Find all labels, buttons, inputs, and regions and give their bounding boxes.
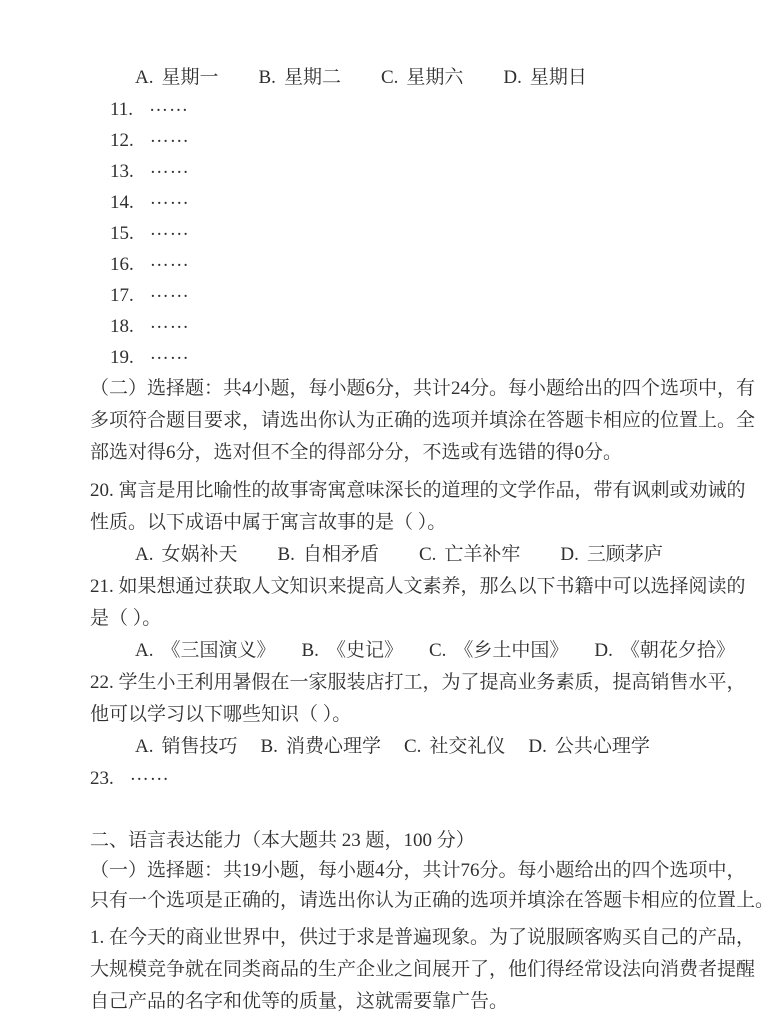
question-15-elided <box>90 218 697 249</box>
question-1-text-line1: 1. 在今天的商业世界中，供过于求是普遍现象。为了说服顾客购买自己的产品， <box>90 927 756 948</box>
option-c-letter: C. <box>380 67 399 88</box>
option-c <box>429 635 568 667</box>
part-two-instruction-line: （一）选择题：共19小题，每小题4分，共计76分。每小题给出的四个选项中， <box>90 860 746 881</box>
option-b <box>278 539 379 571</box>
option-a <box>135 731 238 763</box>
question-16-elided <box>90 249 697 280</box>
ellipsis-dots: …… <box>149 95 190 116</box>
option-b <box>261 731 381 763</box>
question10-options-row <box>90 62 697 94</box>
option-b-letter: B. <box>260 736 278 757</box>
question-number: 13. <box>110 161 134 182</box>
option-b-text: 消费心理学 <box>285 736 381 757</box>
instruction-line: 部选对得6分，选对但不全的得部分分，不选或有选错的得0分。 <box>90 442 623 463</box>
option-d-letter: D. <box>528 736 547 757</box>
question-number: 14. <box>110 192 134 213</box>
option-a-letter: A. <box>135 67 154 88</box>
option-b-letter: B. <box>277 544 295 565</box>
option-d <box>528 731 650 763</box>
option-a <box>135 62 219 94</box>
question-22 <box>90 667 746 763</box>
option-d <box>503 62 587 94</box>
option-c-text: 《乡土中国》 <box>454 640 569 661</box>
option-a-text: 《三国演义》 <box>161 640 276 661</box>
question-19-elided <box>90 342 697 373</box>
question-number: 17. <box>110 285 134 306</box>
option-d <box>560 539 663 571</box>
question-21-options-row <box>90 635 735 667</box>
option-d-letter: D. <box>594 640 613 661</box>
question-22-options-row <box>90 731 697 763</box>
ellipsis-dots: …… <box>149 157 190 178</box>
option-b <box>259 62 341 94</box>
option-b-letter: B. <box>301 640 319 661</box>
ellipsis-dots: …… <box>129 764 170 785</box>
option-a-text: 星期一 <box>161 67 219 88</box>
question-14-elided <box>90 187 697 218</box>
question-number: 23. <box>90 768 114 789</box>
part-two-section <box>90 826 775 916</box>
option-a-letter: A. <box>135 640 154 661</box>
question-21-text-line2: 是（ ）。 <box>90 608 162 629</box>
ellipsis-dots: …… <box>149 250 190 271</box>
question-13-elided <box>90 156 697 187</box>
question-18-elided <box>90 311 697 342</box>
ellipsis-dots: …… <box>149 188 190 209</box>
option-a-letter: A. <box>135 544 154 565</box>
option-c <box>404 731 505 763</box>
option-b-text: 《史记》 <box>326 640 403 661</box>
option-c-text: 社交礼仪 <box>429 736 506 757</box>
question-1-text-line2: 大规模竞争就在同类商品的生产企业之间展开了，他们得经常设法向消费者提醒 <box>90 959 756 980</box>
ellipsis-dots: …… <box>149 219 190 240</box>
question-21-text-line1: 21. 如果想通过获取人文知识来提高人文素养，那么以下书籍中可以选择阅读的 <box>90 576 746 597</box>
part-two-instruction-line: 只有一个选项是正确的，请选出你认为正确的选项并填涂在答题卡相应的位置上。 <box>90 890 775 911</box>
option-b-letter: B. <box>258 67 276 88</box>
option-c-letter: C. <box>428 640 447 661</box>
option-a <box>135 635 276 667</box>
option-d-text: 公共心理学 <box>554 736 650 757</box>
question-22-text-line2: 他可以学习以下哪些知识（ ）。 <box>90 704 352 725</box>
instruction-line: 多项符合题目要求，请选出你认为正确的选项并填涂在答题卡相应的位置上。全 <box>90 410 756 431</box>
option-d-letter: D. <box>503 67 522 88</box>
option-c-text: 亡羊补牢 <box>444 544 521 565</box>
option-c <box>419 539 520 571</box>
ellipsis-dots: …… <box>149 343 190 364</box>
question-22-text-line1: 22. 学生小王利用暑假在一家服装店打工，为了提高业务素质，提高销售水平， <box>90 672 746 693</box>
option-c-letter: C. <box>403 736 422 757</box>
option-d-text: 星期日 <box>529 67 587 88</box>
option-b <box>302 635 403 667</box>
question-20-text-line2: 性质。以下成语中属于寓言故事的是（ ）。 <box>90 512 447 533</box>
question-number: 19. <box>110 347 134 368</box>
question-12-elided <box>90 125 697 156</box>
option-d-text: 三顾茅庐 <box>586 544 663 565</box>
question-20-text-line1: 20. 寓言是用比喻性的故事寄寓意味深长的道理的文学作品，带有讽刺或劝诫的 <box>90 480 746 501</box>
question-1-text-line3: 自己产品的名字和优等的质量，这就需要靠广告。 <box>90 991 509 1012</box>
ellipsis-dots: …… <box>149 126 190 147</box>
question-number: 12. <box>110 130 134 151</box>
question-number: 16. <box>110 254 134 275</box>
question-21 <box>90 571 746 667</box>
question-17-elided <box>90 280 697 311</box>
question-number: 18. <box>110 316 134 337</box>
instruction-line: （二）选择题：共4小题，每小题6分，共计24分。每小题给出的四个选项中，有 <box>90 378 756 399</box>
section-two-b-instructions <box>90 373 756 469</box>
part-two-heading: 二、语言表达能力（本大题共 23 题，100 分） <box>90 830 475 851</box>
option-c <box>381 62 463 94</box>
question-11-elided <box>90 94 697 125</box>
option-c-text: 星期六 <box>406 67 464 88</box>
ellipsis-dots: …… <box>149 281 190 302</box>
ellipsis-dots: …… <box>149 312 190 333</box>
option-a <box>135 539 238 571</box>
option-d-text: 《朝花夕拾》 <box>620 640 735 661</box>
question-20-options-row <box>90 539 697 571</box>
question-20 <box>90 475 746 571</box>
option-a-text: 销售技巧 <box>161 736 238 757</box>
option-a-letter: A. <box>135 736 154 757</box>
option-b-text: 自相矛盾 <box>302 544 379 565</box>
question-23-elided <box>90 763 697 794</box>
question-number: 11. <box>110 99 134 120</box>
option-d <box>594 635 735 667</box>
question-number: 15. <box>110 223 134 244</box>
option-a-text: 女娲补天 <box>161 544 238 565</box>
part-two-question-1 <box>90 922 756 1018</box>
option-b-text: 星期二 <box>283 67 341 88</box>
option-d-letter: D. <box>560 544 579 565</box>
option-c-letter: C. <box>418 544 437 565</box>
